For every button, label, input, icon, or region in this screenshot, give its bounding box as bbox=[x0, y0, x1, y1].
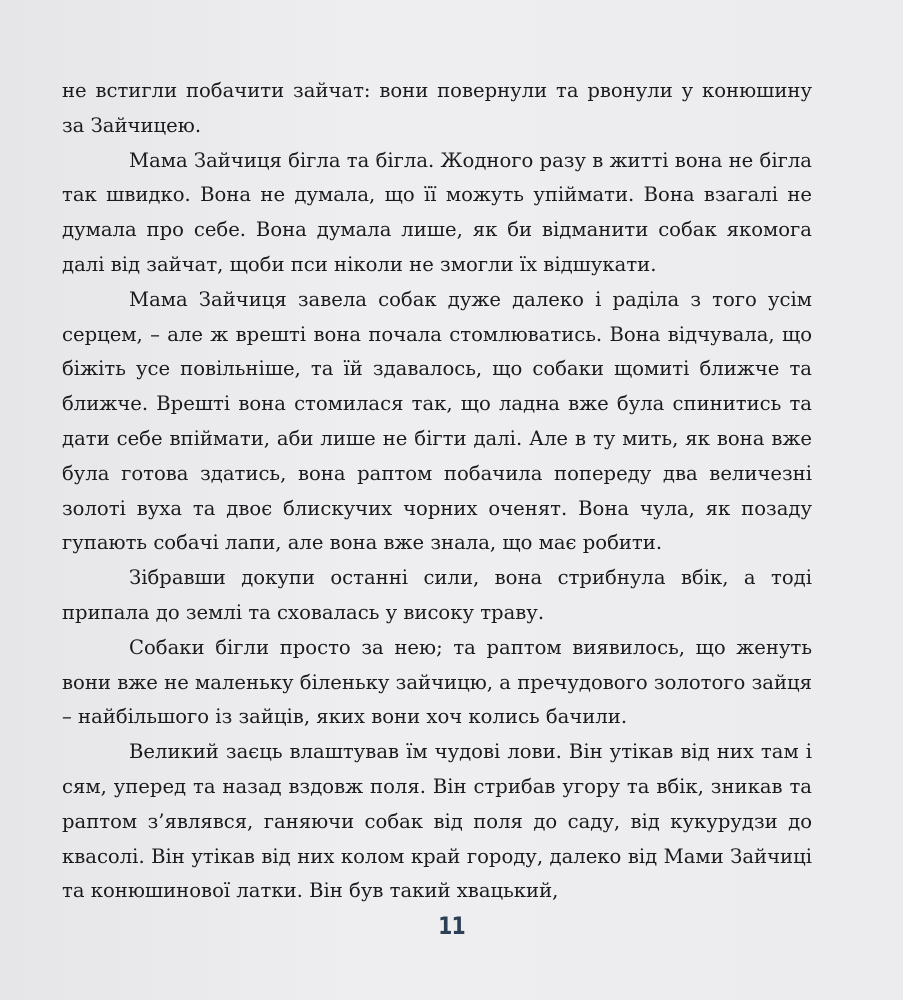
paragraph-6: Великий заєць влаштував їм чудові лови. Він утікав від них там і сям, уперед та назад вздовж поля. Він стрибав угору та вбік, зникав та раптом з’являвся, ганяючи собак від поля до саду, від кукурудзи до квасолі. Він утікав від них колом край городу, далеко від Мами Зайчиці та конюшинової латки. Він був такий хвацький, bbox=[62, 740, 812, 903]
paragraph-3: Мама Зайчиця завела собак дуже далеко і раділа з того усім серцем, – але ж врешті вона почала стомлюватись. Вона відчувала, що біжіть усе повільніше, та їй здавалось, що собаки щомиті ближче та ближче. Врешті вона стомилася так, що ладна вже була спинитись та дати себе впіймати, аби лише не бігти далі. Але в ту мить, як вона вже була готова здатись, вона раптом побачила попереду два величезні золоті вуха та двоє блискучих чорних оченят. Вона чула, як позаду гупають собачі лапи, але вона вже знала, що має робити. bbox=[62, 287, 812, 555]
paragraph-4: Зібравши докупи останні сили, вона стрибнула вбік, а тоді припала до землі та сховалась у високу траву. bbox=[62, 566, 812, 624]
page-number: 11 bbox=[438, 912, 465, 940]
paragraph-2: Мама Зайчиця бігла та бігла. Жодного разу в житті вона не бігла так швидко. Вона не думала, що її можуть упіймати. Вона взагалі не думала про себе. Вона думала лише, як би відманити собак якомога далі від зайчат, щоби пси ніколи не змогли їх відшукати. bbox=[62, 148, 812, 276]
paragraph-1: не встигли побачити зайчат: вони повернули та рвонули у конюшину за Зайчицею. bbox=[62, 79, 812, 137]
page-text bbox=[62, 74, 812, 909]
paragraph-5: Собаки бігли просто за нею; та раптом виявилось, що женуть вони вже не маленьку біленьку зайчицю, а пречудового золотого зайця – найбільшого із зайців, яких вони хоч колись бачили. bbox=[62, 635, 812, 729]
